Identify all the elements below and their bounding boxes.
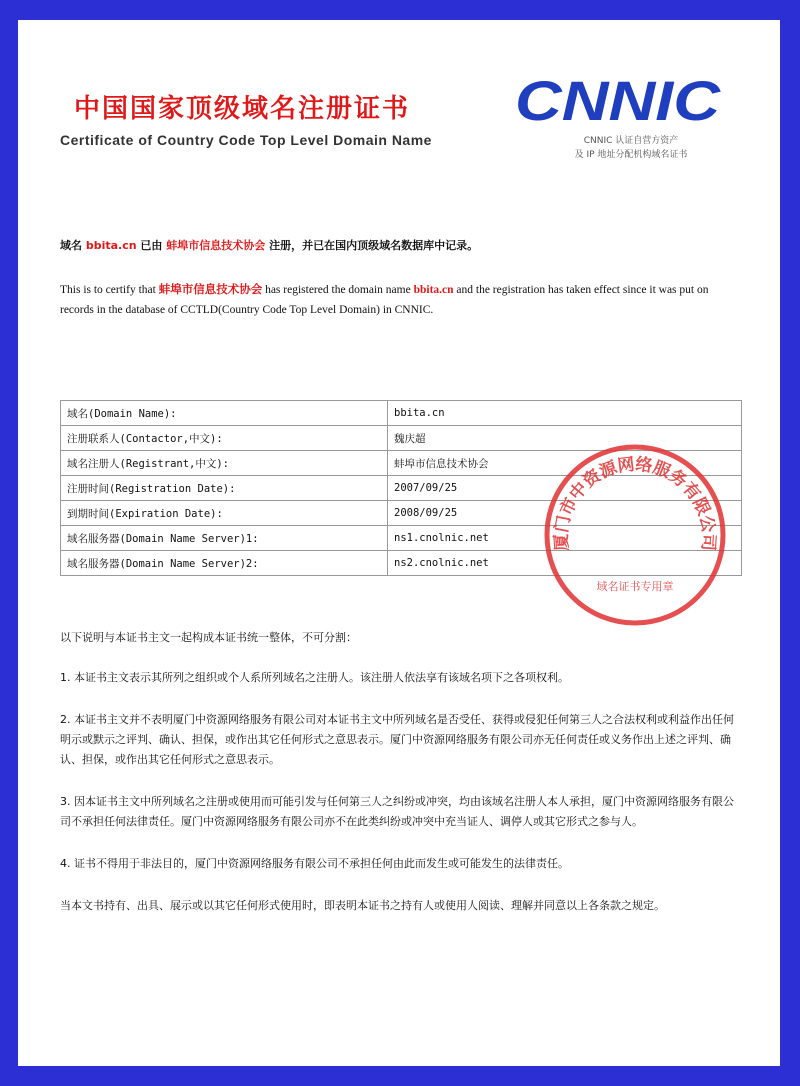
notes-item: 1. 本证书主文表示其所列之组织或个人系所列域名之注册人。该注册人依法享有该域名项下之各项权利。 <box>60 671 569 684</box>
statement-registrant: 蚌埠市信息技术协会 <box>166 239 266 252</box>
company-seal <box>540 440 730 630</box>
certificate-title-cn: 中国国家顶级域名注册证书 <box>74 94 411 124</box>
cnnic-logo-text: CNNIC <box>515 70 722 130</box>
cnnic-logo <box>515 70 725 130</box>
notes-closing: 当本文书持有、出具、展示或以其它任何形式使用时，即表明本证书之持有人或使用人阅读、理解并同意以上各条款之规定。 <box>60 899 665 912</box>
statement-en-part2: has registered the domain name <box>262 284 414 296</box>
table-label: 域名服务器(Domain Name Server)1: <box>61 526 388 551</box>
certificate-notes <box>60 628 740 938</box>
table-label: 域名服务器(Domain Name Server)2: <box>61 551 388 576</box>
logo-caption <box>546 134 716 162</box>
table-value: 2007/09/25 <box>388 476 742 501</box>
table-value: 魏庆超 <box>388 426 742 451</box>
statement-prefix: 域名 <box>60 239 82 252</box>
statement-en-registrant: 蚌埠市信息技术协会 <box>158 284 263 296</box>
logo-caption-line2: 及 IP 地址分配机构域名证书 <box>574 150 688 160</box>
statement-suffix: 注册，并已在国内顶级域名数据库中记录。 <box>269 239 479 252</box>
statement-en-domain: bbita.cn <box>413 284 454 296</box>
table-row <box>61 401 742 426</box>
table-value: ns2.cnolnic.net <box>388 551 742 576</box>
certificate-title-en: Certificate of Country Code Top Level Domain Name <box>60 132 432 148</box>
bottom-border <box>18 1066 780 1086</box>
notes-intro: 以下说明与本证书主文一起构成本证书统一整体，不可分割： <box>60 631 357 644</box>
table-label: 到期时间(Expiration Date): <box>61 501 388 526</box>
seal-bottom-text: 域名证书专用章 <box>596 580 674 593</box>
notes-item: 2. 本证书主文并不表明厦门中资源网络服务有限公司对本证书主文中所列域名是否受任、获得或侵犯任何第三人之合法权利或利益作出任何明示或默示之评判、确认、担保，或作出其它任何形式之意思表示。厦门中资源网络服务有限公司亦无任何责任或义务作出上述之评判、确认、担保，或作出其它任何形式之意思表示。 <box>60 713 734 766</box>
table-value: bbita.cn <box>388 401 742 426</box>
table-value: 2008/09/25 <box>388 501 742 526</box>
table-label: 注册时间(Registration Date): <box>61 476 388 501</box>
logo-caption-line1: CNNIC 认证自营方资产 <box>583 136 679 146</box>
certificate-statement-cn <box>60 236 740 256</box>
statement-en-part1: This is to certify that <box>60 284 159 296</box>
table-value: ns1.cnolnic.net <box>388 526 742 551</box>
table-value: 蚌埠市信息技术协会 <box>388 451 742 476</box>
notes-item: 3. 因本证书主文中所列域名之注册或使用而可能引发与任何第三人之纠纷或冲突，均由该域名注册人本人承担，厦门中资源网络服务有限公司不承担任何法律责任。厦门中资源网络服务有限公司亦不在此类纠纷或冲突中充当证人、调停人或其它形式之参与人。 <box>60 795 734 828</box>
statement-mid: 已由 <box>140 239 163 252</box>
statement-en-part3: and the registration has taken effect since it was put on records in the database of CCTLD(Country Code Top Level Domain) in CNNIC. <box>60 284 709 316</box>
seal-arc-text: 厦门市中资源网络服务有限公司 <box>551 454 719 552</box>
certificate-statement-en <box>60 280 740 320</box>
table-label: 注册联系人(Contactor,中文): <box>61 426 388 451</box>
notes-item: 4. 证书不得用于非法目的，厦门中资源网络服务有限公司不承担任何由此而发生或可能发生的法律责任。 <box>60 857 569 870</box>
table-label: 域名注册人(Registrant,中文): <box>61 451 388 476</box>
statement-domain: bbita.cn <box>85 239 137 252</box>
table-label: 域名(Domain Name): <box>61 401 388 426</box>
